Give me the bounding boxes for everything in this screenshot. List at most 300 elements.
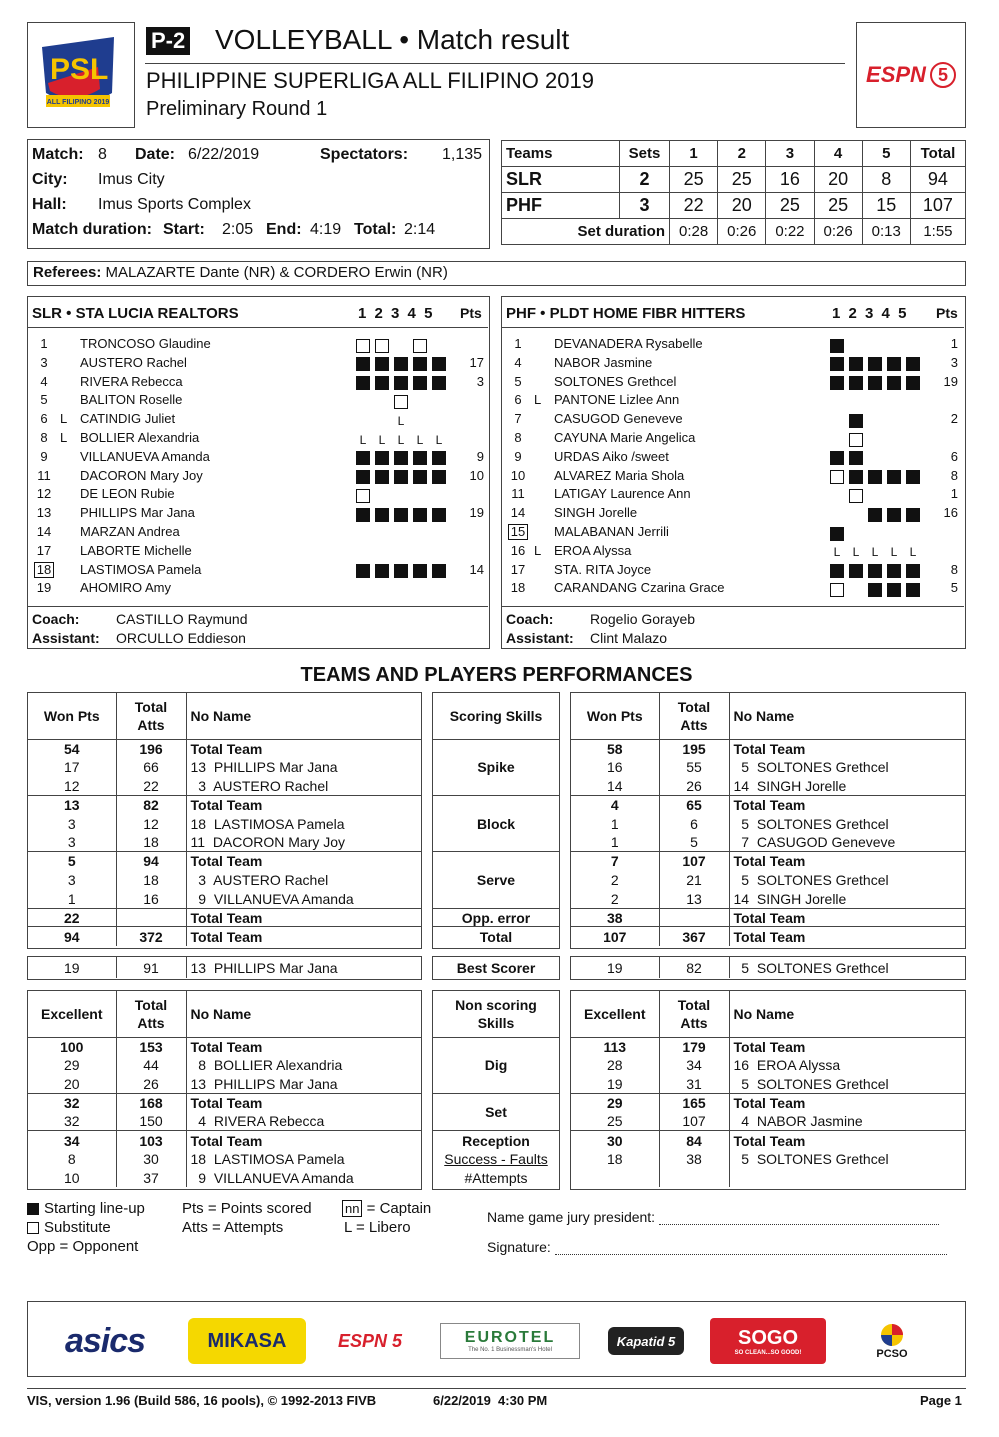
header-won: Excellent [41,1005,103,1022]
skills-header-row [433,693,559,739]
set-score: 22 [670,193,718,219]
perf-row [28,1037,421,1056]
jury-label: Name game jury president: [487,1209,656,1225]
player-number: 14 [510,505,526,521]
perf-value: 14 [606,777,623,794]
sogo-name: SOGO [737,1326,798,1349]
set-score: 16 [766,167,814,193]
empty-mark [394,545,408,559]
starter-square [830,339,844,353]
perf-atts: 6 [659,814,729,833]
starter-square [413,451,427,465]
skill-label: Serve [433,852,559,908]
legend-opp: Opp = Opponent [27,1238,139,1255]
title-divider [145,63,845,64]
player-set-marks [830,375,925,391]
starter-square [375,376,389,390]
player-points: 3 [950,354,958,370]
perf-player: 16 EROA Alyssa [729,1056,965,1075]
team2-pts-header: Pts [936,305,958,321]
empty-mark [868,527,882,541]
perf-value: 17 [63,759,80,776]
player-number: 3 [40,354,48,370]
substitute-square [356,339,370,353]
sogo-logo [710,1318,826,1364]
player-set-marks [356,563,451,579]
starter-square [830,564,844,578]
perf-row [571,1169,965,1188]
legend-libero: L = Libero [344,1219,411,1236]
empty-mark [830,395,844,409]
empty-mark [356,414,370,428]
header-total-atts: Total Atts [659,991,729,1037]
header-name: No Name [729,991,965,1037]
signature-label: Signature: [487,1239,551,1255]
substitute-square [830,470,844,484]
starter-square [394,508,408,522]
starter-square [356,564,370,578]
team1-scoring-table [27,692,422,949]
empty-mark [375,527,389,541]
starter-square [830,527,844,541]
sets-won: 3 [620,193,670,219]
team1-assistant-label: Assistant: [32,630,100,646]
empty-mark [356,545,370,559]
perf-atts: 21 [659,871,729,890]
starter-square [413,470,427,484]
set-score: 20 [814,167,862,193]
results-row-slr [502,167,966,193]
starter-square [849,376,863,390]
signature-line [555,1254,947,1255]
hall-value: Imus Sports Complex [98,196,251,213]
starter-square [830,451,844,465]
perf-row [571,739,965,758]
skill-label: Set [433,1093,559,1131]
perf-row [571,1037,965,1056]
start-label: Start: [163,221,205,238]
legend-starting: Starting line-up [27,1199,145,1218]
player-points: 14 [469,561,484,577]
legend-captain-box: nn [342,1200,362,1217]
set-score: 25 [718,167,766,193]
substitute-square [375,339,389,353]
perf-value: 4 [571,795,659,814]
player-name: LABORTE Michelle [80,542,192,558]
perf-player: 18 LASTIMOSA Pamela [186,1150,421,1169]
perf-player: 13 PHILLIPS Mar Jana [186,1075,421,1094]
libero-mark: L [416,432,424,447]
player-points: 19 [469,505,484,521]
player-name: NABOR Jasmine [554,354,653,370]
empty-mark [906,339,920,353]
player-number: 8 [514,430,522,445]
city-label: City: [32,171,68,188]
perf-header-row [571,991,965,1037]
player-points: 16 [943,505,958,521]
perf-row [28,758,421,777]
empty-mark [868,339,882,353]
header-name: No Name [729,693,965,739]
team2-title: PHF • PLDT HOME FIBR HITTERS [506,305,746,322]
set-duration: 0:26 [718,219,766,245]
perf-row [571,1112,965,1131]
starter-square [356,357,370,371]
starter-square [868,508,882,522]
player-set-marks [830,450,925,466]
team1-best-scorer [27,956,422,980]
perf-value: 54 [28,739,116,758]
perf-player: Total Team [186,795,421,814]
empty-mark [906,451,920,465]
empty-mark [849,395,863,409]
empty-mark [356,527,370,541]
perf-atts: 372 [116,927,186,946]
end-label: End: [266,221,302,238]
player-name: DE LEON Rubie [80,486,175,502]
skill-row [433,739,559,795]
team1-nonscoring-table [27,990,422,1190]
skill-row [433,1150,559,1169]
starter-square [906,470,920,484]
empty-mark [887,339,901,353]
set-duration: 0:28 [670,219,718,245]
skill-label: Total [433,927,559,946]
perf-row [28,1131,421,1150]
match-number: 8 [98,146,107,163]
starter-square [432,508,446,522]
header-won: Won Pts [586,707,643,724]
starter-square [849,564,863,578]
espn-logo-box [856,22,966,128]
perf-value: 18 [606,1151,623,1168]
legend-substitute: Substitute [27,1218,145,1237]
set-score: 20 [718,193,766,219]
perf-value: 25 [606,1113,623,1130]
perf-player: 9 VILLANUEVA Amanda [186,889,421,908]
substitute-square [356,489,370,503]
results-duration-row [502,219,966,245]
player-set-marks [356,450,451,466]
libero-mark: L [852,545,860,560]
player-set-marks [830,412,925,428]
team2-coach-label: Coach: [506,611,554,627]
results-header-set5: 5 [862,141,910,167]
starter-square [830,376,844,390]
starter-square [868,470,882,484]
starter-square [375,357,389,371]
empty-mark [375,583,389,597]
player-number: 14 [36,524,52,539]
perf-value: 2 [610,871,619,888]
perf-player: 3 AUSTERO Rachel [186,777,421,796]
player-number: 5 [40,392,48,408]
competition-name: PHILIPPINE SUPERLIGA ALL FILIPINO 2019 [146,68,594,93]
perf-atts: 168 [116,1093,186,1112]
starter-square [887,564,901,578]
player-name: LATIGAY Laurence Ann [554,486,691,502]
total-label: Total: [354,221,397,238]
perf-row [571,871,965,890]
perf-player: Total Team [186,1093,421,1112]
round-name: Preliminary Round 1 [146,98,328,120]
total-duration: 1:55 [910,219,965,245]
empty-mark [906,527,920,541]
empty-mark [432,395,446,409]
starter-square [868,564,882,578]
player-set-marks [356,469,451,485]
team2-best-scorer [570,956,966,980]
perf-row [571,889,965,908]
starter-square [432,376,446,390]
starter-square [868,376,882,390]
skill-label: Spike [433,739,559,795]
team1-divider [28,327,488,328]
player-name: PHILLIPS Mar Jana [80,505,195,521]
player-points: 10 [469,467,484,483]
player-name: RIVERA Rebecca [80,373,183,389]
perf-atts: 38 [659,1150,729,1169]
player-number: 7 [514,411,522,427]
jury-president-field[interactable] [487,1209,939,1225]
perf-atts: 107 [659,852,729,871]
perf-player: Total Team [729,927,965,946]
player-set-marks [830,544,925,560]
perf-player: 14 SINGH Jorelle [729,777,965,796]
player-number: 11 [511,486,525,502]
espn-logo-text: ESPN [866,62,926,87]
empty-mark [413,414,427,428]
perf-player: 7 CASUGOD Geneveve [729,833,965,852]
starter-square [887,376,901,390]
perf-value: 113 [571,1037,659,1056]
header-name: No Name [186,693,421,739]
perf-value: 20 [63,1075,80,1092]
perf-atts: 195 [659,739,729,758]
starter-square [830,357,844,371]
eurotel-logo [440,1323,580,1359]
substitute-square [830,583,844,597]
scoring-skills-column [432,692,560,949]
starter-square [394,564,408,578]
referees-value: MALAZARTE Dante (NR) & CORDERO Erwin (NR) [105,264,448,281]
starter-square [906,376,920,390]
perf-atts: 18 [116,833,186,852]
perf-player: Total Team [729,1093,965,1112]
team1-roster [27,296,490,649]
player-number: 1 [40,336,48,351]
perf-player: 5 SOLTONES Grethcel [729,871,965,890]
starter-square [356,376,370,390]
player-set-marks [830,431,925,447]
team2-roster [501,296,966,649]
starter-square [394,451,408,465]
hall-label: Hall: [32,196,67,213]
perf-value: 10 [63,1169,80,1186]
player-name: ALVAREZ Maria Shola [554,467,685,483]
player-name: MARZAN Andrea [80,524,180,539]
perf-atts [659,1169,729,1188]
empty-mark [868,433,882,447]
player-number: 1 [514,336,522,351]
starter-square [906,508,920,522]
perf-atts: 82 [116,795,186,814]
player-points: 2 [950,411,958,427]
empty-mark [394,489,408,503]
player-name: EROA Alyssa [554,542,632,558]
perf-row [571,1056,965,1075]
header-total-atts: Total Atts [659,693,729,739]
starter-square [887,470,901,484]
spectators-label: Spectators: [320,146,409,163]
set-duration: 0:26 [814,219,862,245]
player-number: 9 [40,448,48,464]
perf-row [28,1169,421,1188]
empty-mark [413,489,427,503]
team1-pts-header: Pts [460,305,482,321]
legend-right [342,1199,431,1237]
perf-atts: 103 [116,1131,186,1150]
espn5-logo: ESPN 5 [337,1330,403,1351]
player-points: 3 [476,373,484,389]
player-set-marks [830,563,925,579]
skills-header-row [433,991,559,1037]
starter-square [432,357,446,371]
perf-row [28,777,421,796]
perf-atts: 44 [116,1056,186,1075]
perf-player: 4 NABOR Jasmine [729,1112,965,1131]
player-name: TRONCOSO Glaudine [80,336,211,351]
empty-mark [432,414,446,428]
player-name: URDAS Aiko /sweet [554,448,669,464]
player-set-marks [830,506,925,522]
empty-mark [830,433,844,447]
player-set-marks [356,525,451,541]
perf-atts: 165 [659,1093,729,1112]
team2-assistant-label: Assistant: [506,630,574,646]
perf-value: 32 [28,1093,116,1112]
kapatid5-logo: Kapatid 5 [608,1327,684,1355]
player-number: 18 [510,580,526,596]
signature-field[interactable] [487,1239,947,1255]
perf-row [571,852,965,871]
perf-atts: 153 [116,1037,186,1056]
empty-mark [375,414,389,428]
player-name: AHOMIRO Amy [80,580,172,596]
libero-mark: L [378,432,386,447]
empty-mark [375,545,389,559]
perf-player [729,1169,965,1188]
starter-square [375,508,389,522]
player-name: CATINDIG Juliet [80,411,176,427]
starter-square [887,508,901,522]
empty-mark [849,508,863,522]
perf-value: 100 [28,1037,116,1056]
best-scorer-label: Best Scorer [432,956,560,980]
empty-mark [432,545,446,559]
perf-row [571,1150,965,1169]
report-code: P-2 [146,27,190,55]
player-set-marks [830,469,925,485]
libero-mark: L [397,432,405,447]
team2-coach-divider [502,606,964,607]
player-number: 19 [36,580,52,596]
player-name: DEVANADERA Rysabelle [554,336,703,351]
team2-sets-header: 1 2 3 4 5 [832,305,907,322]
perf-value: 32 [63,1113,80,1130]
empty-mark [906,395,920,409]
pcso-logo [852,1318,932,1364]
perf-row [28,833,421,852]
player-set-marks [356,375,451,391]
best-scorer-points: 19 [63,959,80,976]
player-number: 17 [36,542,52,558]
player-points: 17 [469,354,484,370]
results-row-phf [502,193,966,219]
empty-mark [849,583,863,597]
libero-flag: L [534,542,542,558]
player-name: DACORON Mary Joy [80,467,203,483]
skill-label: #Attempts [464,1169,528,1186]
empty-mark [830,414,844,428]
libero-mark: L [871,545,879,560]
perf-player: 5 SOLTONES Grethcel [729,1075,965,1094]
perf-row [28,852,421,871]
player-set-marks [356,337,451,353]
perf-value: 7 [571,852,659,871]
perf-value: 1 [610,834,619,851]
perf-player: Total Team [729,908,965,927]
libero-mark: L [833,545,841,560]
skill-row [433,1093,559,1131]
best-scorer-atts: 82 [659,957,729,978]
libero-flag: L [60,411,68,427]
starter-square [906,583,920,597]
jury-line [659,1224,939,1225]
starter-square [849,357,863,371]
player-set-marks [356,487,451,503]
starter-square [413,508,427,522]
perf-row [571,1075,965,1094]
set-score: 15 [862,193,910,219]
starter-square [356,451,370,465]
results-table [501,140,966,245]
skill-row [433,795,559,851]
player-name: STA. RITA Joyce [554,561,652,577]
header-total-atts: Total Atts [116,991,186,1037]
team-code: PHF [502,193,620,219]
referees-box [27,261,966,286]
player-name: PANTONE Lizlee Ann [554,392,680,408]
psl-logo [28,23,133,126]
perf-row [28,1112,421,1131]
legend-mid [182,1199,312,1237]
player-number: 13 [36,505,52,521]
team2-divider [502,327,964,328]
player-set-marks [830,356,925,372]
skill-label: Dig [433,1037,559,1093]
header-won: Excellent [584,1005,646,1022]
player-number: 18 [34,562,54,578]
perf-player: 9 VILLANUEVA Amanda [186,1169,421,1188]
perf-atts: 65 [659,795,729,814]
perf-atts: 34 [659,1056,729,1075]
perf-header-row [28,693,421,739]
player-set-marks [356,506,451,522]
empty-mark [906,489,920,503]
results-header-set1: 1 [670,141,718,167]
perf-row [28,1150,421,1169]
